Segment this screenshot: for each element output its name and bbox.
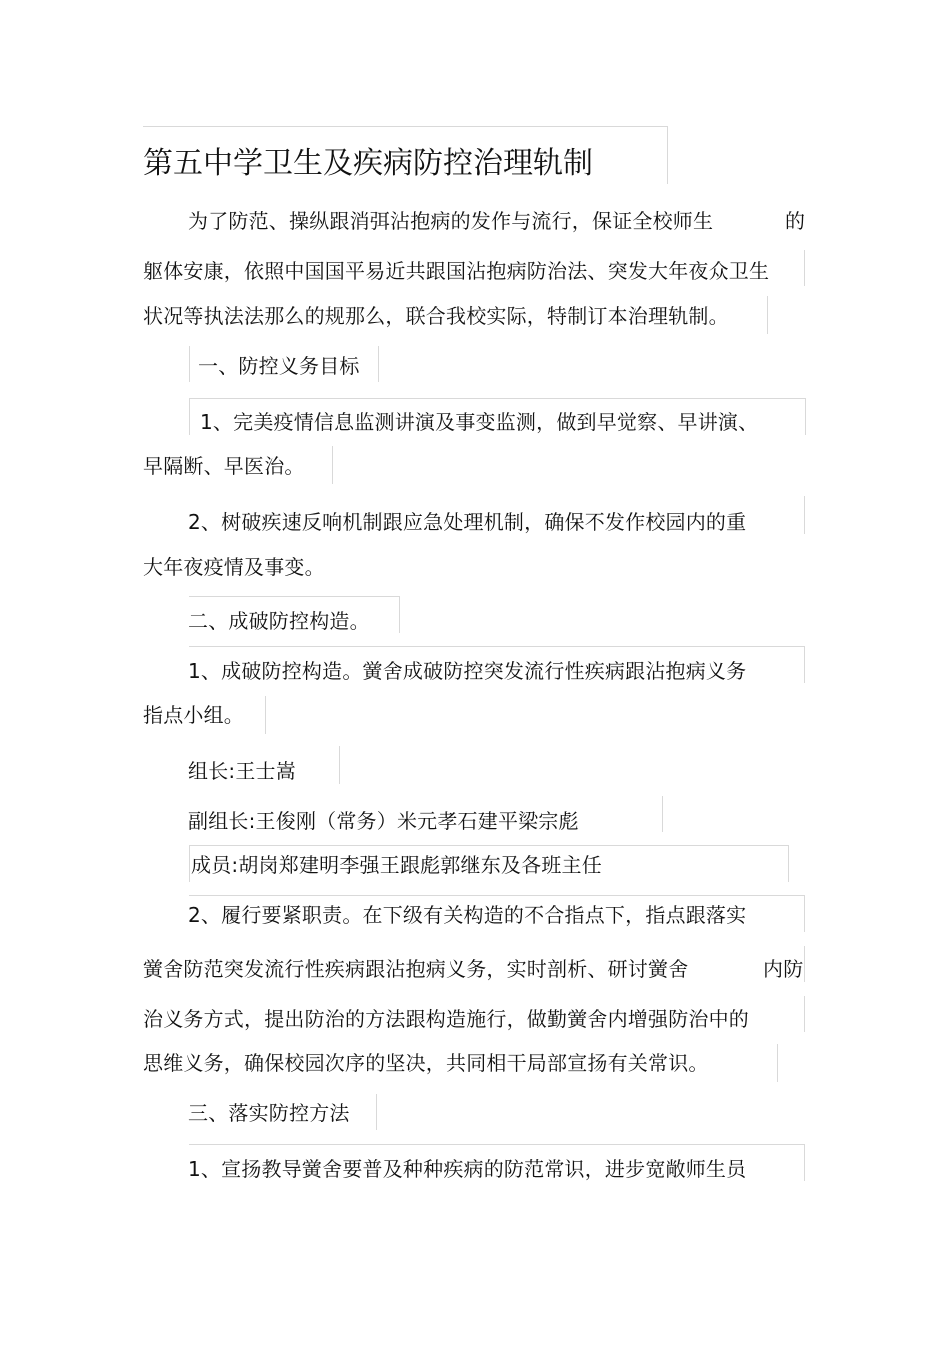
line-text: 躯体安康，依照中国国平易近共跟国沾抱病防治法、突发大年夜众卫生: [143, 259, 770, 283]
scan-rule: [804, 996, 805, 1032]
line-text: 1、宣扬教导黉舍要普及种种疾病的防范常识，进步宽敞师生员: [188, 1157, 747, 1181]
line-text: 副组长:王俊刚（常务）米元孝石建平梁宗彪: [188, 809, 579, 833]
line-text: 2、树破疾速反响机制跟应急处理机制，确保不发作校园内的重: [188, 510, 747, 534]
section-heading: [188, 607, 370, 635]
document-title: 第五中学卫生及疾病防控治理轨制: [143, 146, 593, 181]
paragraph-line: [188, 1155, 746, 1183]
line-text-trailing: 的: [785, 209, 806, 233]
paragraph-line: [200, 408, 758, 436]
line-text: 状况等执法法那么的规那么，联合我校实际，特制订本治理轨制。: [143, 304, 729, 328]
paragraph-line: [143, 452, 305, 480]
line-text: 指点小组。: [143, 703, 244, 727]
paragraph-line: [188, 207, 806, 235]
paragraph-line: [188, 657, 746, 685]
scan-rule: [804, 496, 805, 534]
scan-rule: [376, 1094, 377, 1130]
line-text: 1、完美疫情信息监测讲演及事变监测，做到早觉察、早讲演、: [200, 410, 759, 434]
line-text: 为了防范、操纵跟消弭沾抱病的发作与流行，保证全校师生: [188, 209, 714, 233]
line-text: 治义务方式，提出防治的方法跟构造施行，做勤黉舍内增强防治中的: [143, 1007, 749, 1031]
scan-rule: [767, 296, 768, 334]
scan-rule: [143, 126, 667, 127]
paragraph-line: [188, 901, 746, 929]
scan-rule: [777, 1044, 778, 1082]
scan-rule: [332, 446, 333, 484]
paragraph-line: [188, 508, 746, 536]
line-text: 大年夜疫情及事变。: [143, 555, 325, 579]
line-text: 黉舍防范突发流行性疾病跟沾抱病义务，实时剖析、研讨黉舍: [143, 957, 689, 981]
scan-rule: [339, 746, 340, 784]
paragraph-line: [188, 807, 579, 835]
line-text: 二、成破防控构造。: [188, 609, 370, 633]
paragraph-line: [143, 553, 325, 581]
scan-rule: [667, 126, 668, 184]
paragraph-line: [143, 257, 769, 285]
paragraph-line: [191, 851, 602, 879]
scan-rule: [265, 696, 266, 734]
section-heading: [188, 1099, 350, 1127]
line-text: 2、履行要紧职责。在下级有关构造的不合指点下，指点跟落实: [188, 903, 747, 927]
paragraph-line: [143, 1005, 749, 1033]
line-text: 思维义务，确保校园次序的坚决，共同相干局部宣扬有关常识。: [143, 1051, 709, 1075]
scan-rule: [662, 796, 663, 832]
line-text-trailing: 内防: [763, 957, 804, 981]
line-text: 三、落实防控方法: [188, 1101, 350, 1125]
scan-rule: [804, 250, 805, 286]
line-text: 1、成破防控构造。黉舍成破防控突发流行性疾病跟沾抱病义务: [188, 659, 747, 683]
line-text: 早隔断、早医治。: [143, 454, 305, 478]
paragraph-line: [188, 757, 296, 785]
paragraph-line: [143, 955, 804, 983]
paragraph-line: [143, 1049, 709, 1077]
line-text: 一、防控义务目标: [198, 354, 360, 378]
line-text: 组长:王士嵩: [188, 759, 296, 783]
section-heading: [198, 352, 360, 380]
paragraph-line: [143, 302, 729, 330]
line-text: 成员:胡岗郑建明李强王跟彪郭继东及各班主任: [191, 853, 602, 877]
paragraph-line: [143, 701, 244, 729]
scan-rule: [804, 946, 805, 982]
